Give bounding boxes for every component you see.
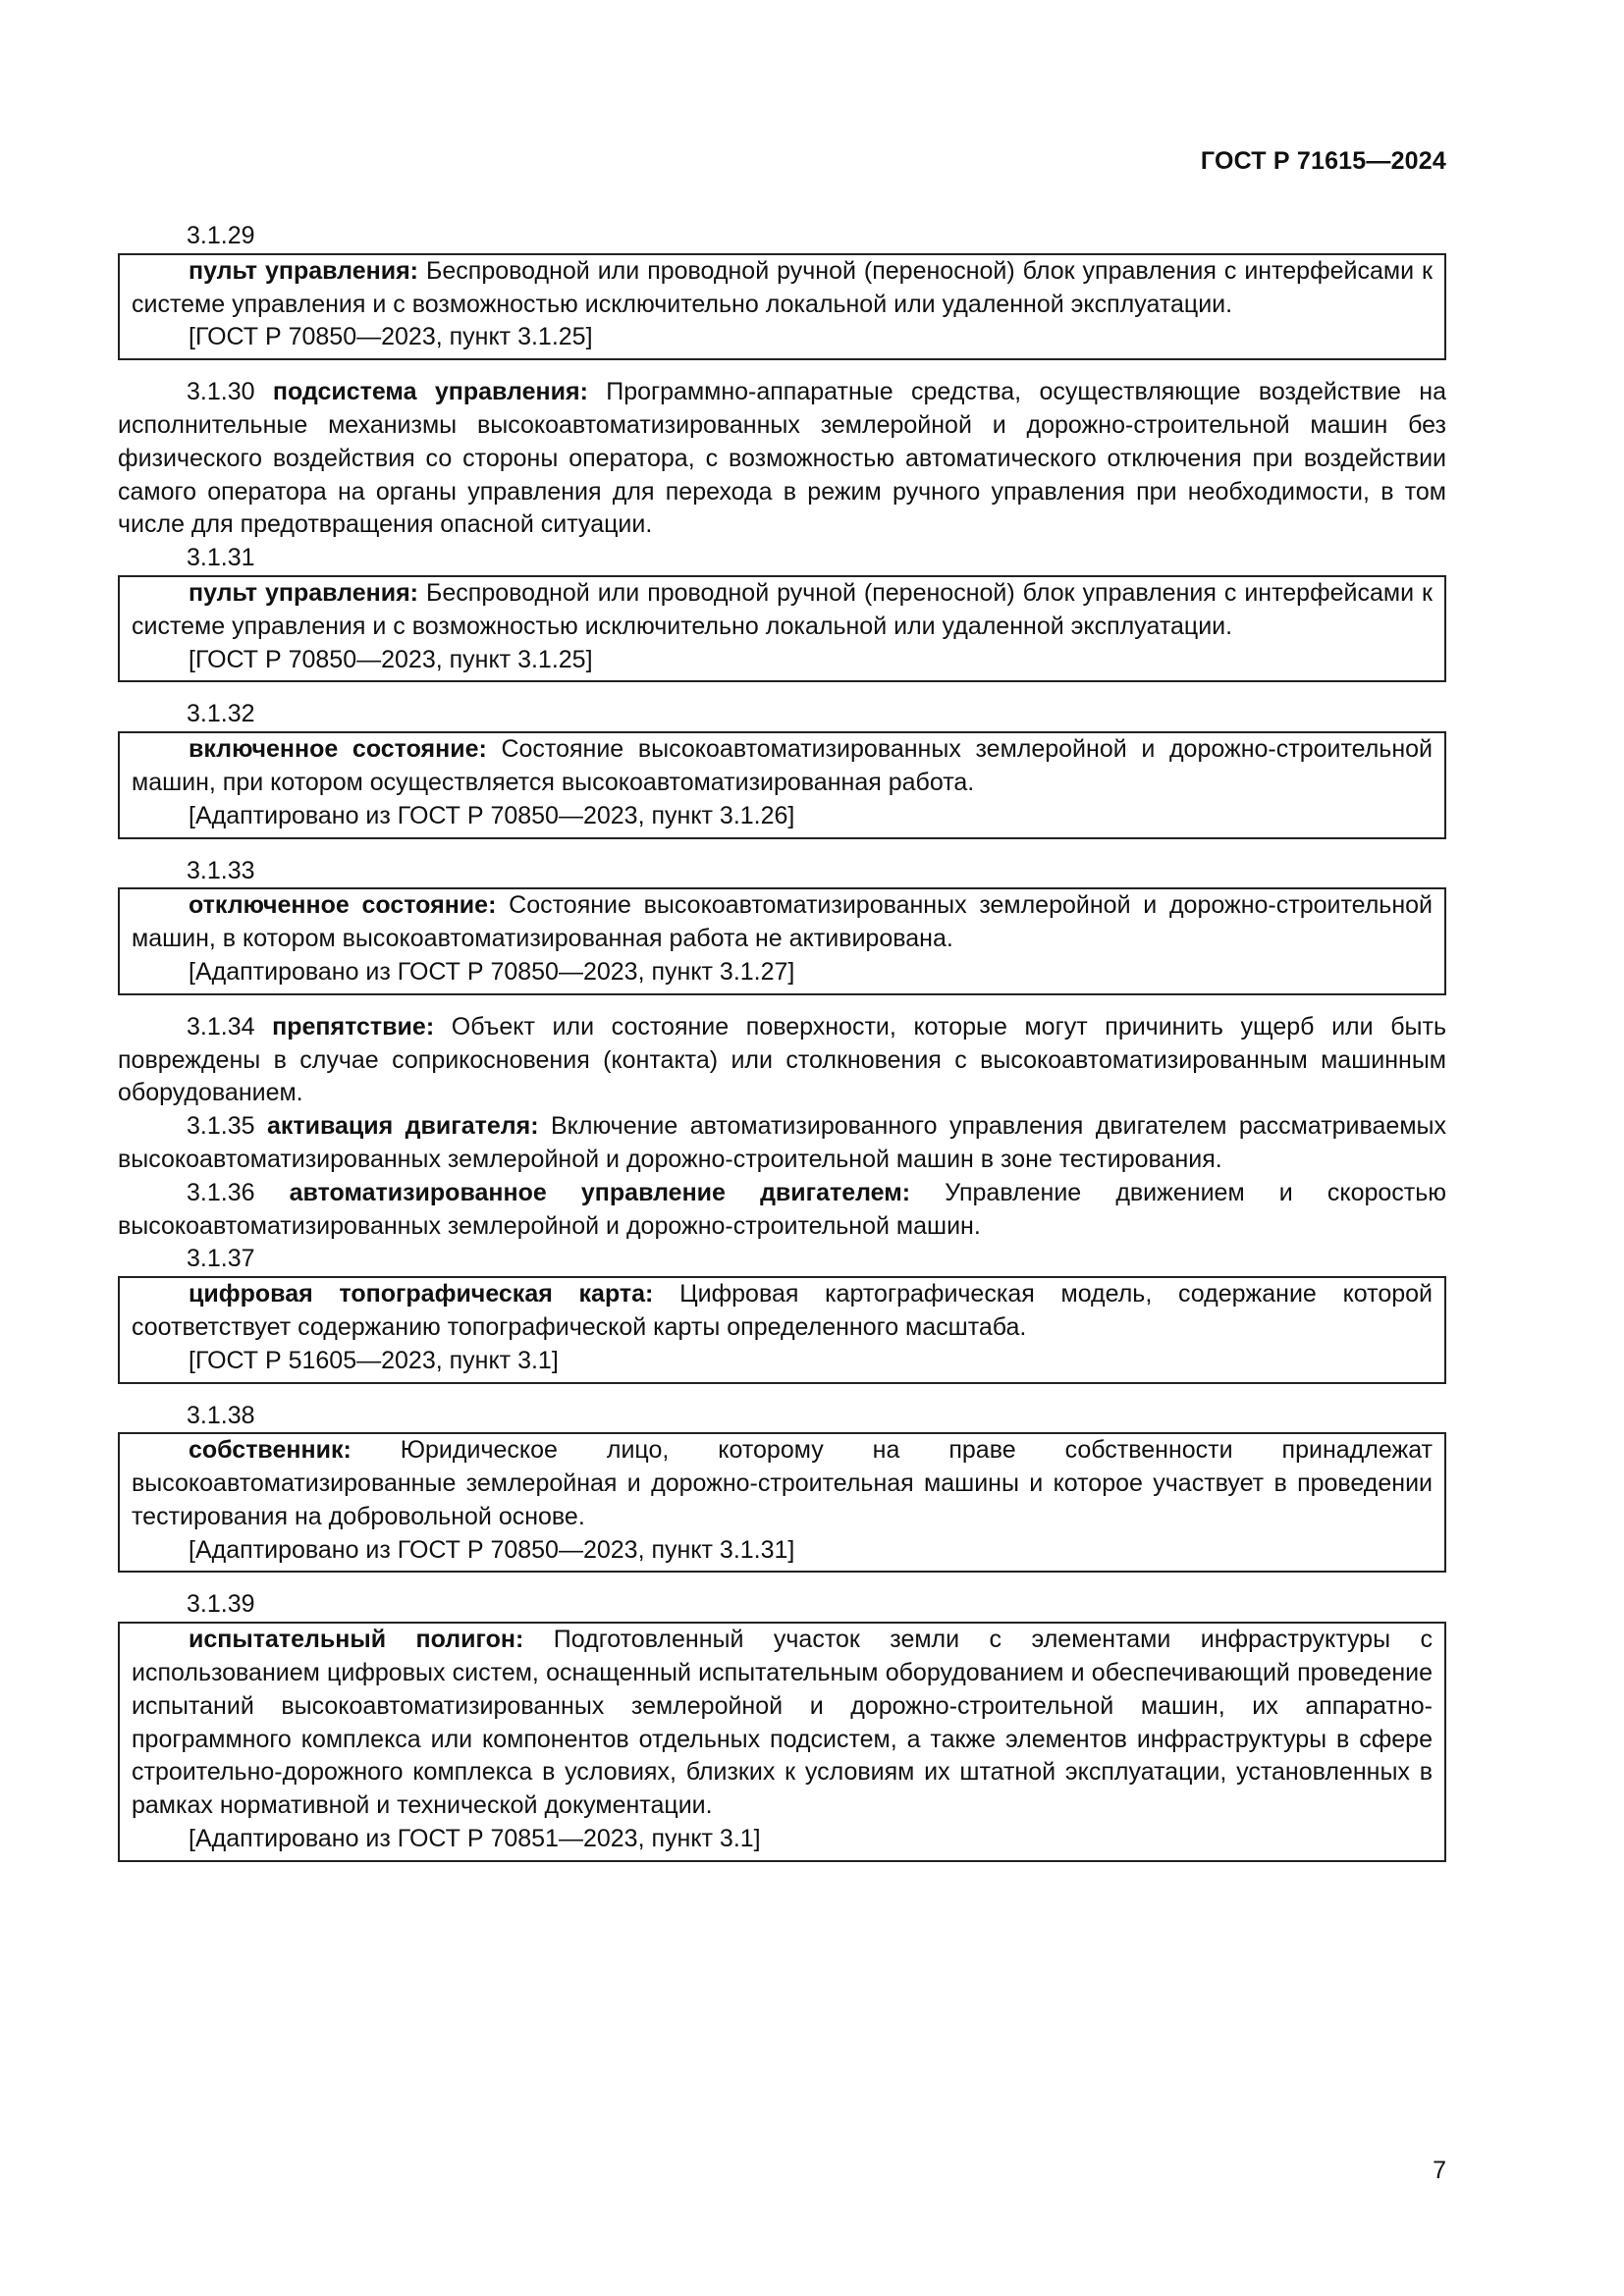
definition-text: Состояние высокоавтоматизированных землеройной и дорожно-строительной машин, при котором осуществляется высокоавтоматизированная работа. [132,735,1434,796]
definition [132,255,1433,322]
source-reference: [ГОСТ Р 70850—2023, пункт 3.1.25] [189,645,593,673]
clause-number: 3.1.38 [187,1401,255,1429]
definition [132,1278,1433,1345]
term: активация двигателя: [266,1112,539,1141]
clause-number: 3.1.29 [187,222,255,249]
page-number: 7 [1433,2157,1446,2184]
definition-text: Объект или состояние поверхности, которые могут причинить ущерб или быть повреждены в случае соприкосновения (контакта) или столкновения с высокоавтоматизированным машинным оборудованием. [118,1012,1446,1107]
term: испытательный полигон: [189,1626,524,1654]
definition-text: Юридическое лицо, которому на праве собственности принадлежат высокоавтоматизированные землеройная и дорожно-строительная машины и которое участвует в проведении тестирования на добровольной основе. [132,1436,1433,1530]
definition-text: Беспроводной или проводной ручной (переносной) блок управления с интерфейсами к системе управления и с возможностью исключительно локальной или удаленной эксплуатации. [132,256,1433,318]
term-box [118,253,1446,360]
term: препятствие: [272,1012,435,1041]
clause-number: 3.1.37 [187,1245,255,1273]
term-box [118,1622,1446,1862]
source-reference: [Адаптировано из ГОСТ Р 70850—2023, пункт 3.1.26] [189,801,795,829]
clause-number: 3.1.31 [187,544,255,572]
definition-paragraph [118,1011,1446,1110]
clause-number: 3.1.34 [187,1012,255,1041]
term-box [118,731,1446,838]
page-content [118,220,1446,1878]
term: цифровая топографическая карта: [189,1280,654,1308]
term: отключенное состояние: [189,891,497,920]
term: подсистема управления: [272,378,588,406]
clause-number: 3.1.39 [187,1590,255,1619]
source-reference: [ГОСТ Р 51605—2023, пункт 3.1] [189,1346,559,1374]
term-box [118,575,1446,682]
clause-number: 3.1.30 [187,378,255,406]
source-reference: [Адаптировано из ГОСТ Р 70850—2023, пункт 3.1.31] [189,1535,795,1564]
term: собственник: [189,1436,352,1465]
definition-text: Управление движением и скоростью высокоавтоматизированных землеройной и дорожно-строительной машин. [118,1178,1447,1240]
clause-number: 3.1.36 [187,1178,255,1206]
definition [132,577,1433,644]
definition-paragraph [118,1177,1446,1244]
definition-paragraph [118,1110,1446,1177]
definition-text: Беспроводной или проводной ручной (переносной) блок управления с интерфейсами к системе управления и с возможностью исключительно локальной или удаленной эксплуатации. [132,578,1433,640]
term-box [118,1432,1446,1573]
definition [132,733,1433,800]
definition-text: Программно-аппаратные средства, осуществляющие воздействие на исполнительные механизмы высокоавтоматизированных землеройной и дорожно-строительной машин без физического воздействия со стороны оператора, с возможностью автоматического отключения при воздействии самого оператора на органы управления для перехода в режим ручного управления при необходимости, в том числе для предотвращения опасной ситуации. [118,378,1446,539]
definition [132,1434,1433,1533]
term: пульт управления: [189,578,418,607]
definition-text: Подготовленный участок земли с элементами инфраструктуры с использованием цифровых систем, оснащенный испытательным оборудованием и обеспечивающий проведение испытаний высокоавтоматизированных землеройной и дорожно-строительной машин, их аппаратно-программного комплекса или компонентов отдельных подсистем, а также элементов инфраструктуры в сфере строительно-дорожного комплекса в условиях, близких к условиям их штатной эксплуатации, установленных в рамках нормативной и технической документации. [132,1626,1434,1820]
definition-text: Цифровая картографическая модель, содержание которой соответствует содержанию топографической карты определенного масштаба. [132,1280,1433,1341]
term-box [118,1276,1446,1383]
document-number: ГОСТ Р 71615—2024 [1200,147,1446,175]
term: пульт управления: [189,256,418,285]
term: включенное состояние: [189,735,487,764]
definition-paragraph [118,376,1446,542]
definition [132,1624,1433,1823]
term-box [118,887,1446,994]
definition-text: Включение автоматизированного управления двигателем рассматриваемых высокоавтоматизированных землеройной и дорожно-строительной машин в зоне тестирования. [118,1112,1446,1173]
term: автоматизированное управление двигателем: [289,1178,911,1206]
source-reference: [ГОСТ Р 70850—2023, пункт 3.1.25] [189,323,593,351]
source-reference: [Адаптировано из ГОСТ Р 70851—2023, пункт 3.1] [189,1825,761,1853]
clause-number: 3.1.32 [187,700,255,728]
definition-text: Состояние высокоавтоматизированных землеройной и дорожно-строительной машин, в котором высокоавтоматизированная работа не активирована. [132,891,1434,953]
definition [132,889,1433,956]
clause-number: 3.1.33 [187,856,255,884]
source-reference: [Адаптировано из ГОСТ Р 70850—2023, пункт 3.1.27] [189,957,795,986]
clause-number: 3.1.35 [187,1112,255,1141]
